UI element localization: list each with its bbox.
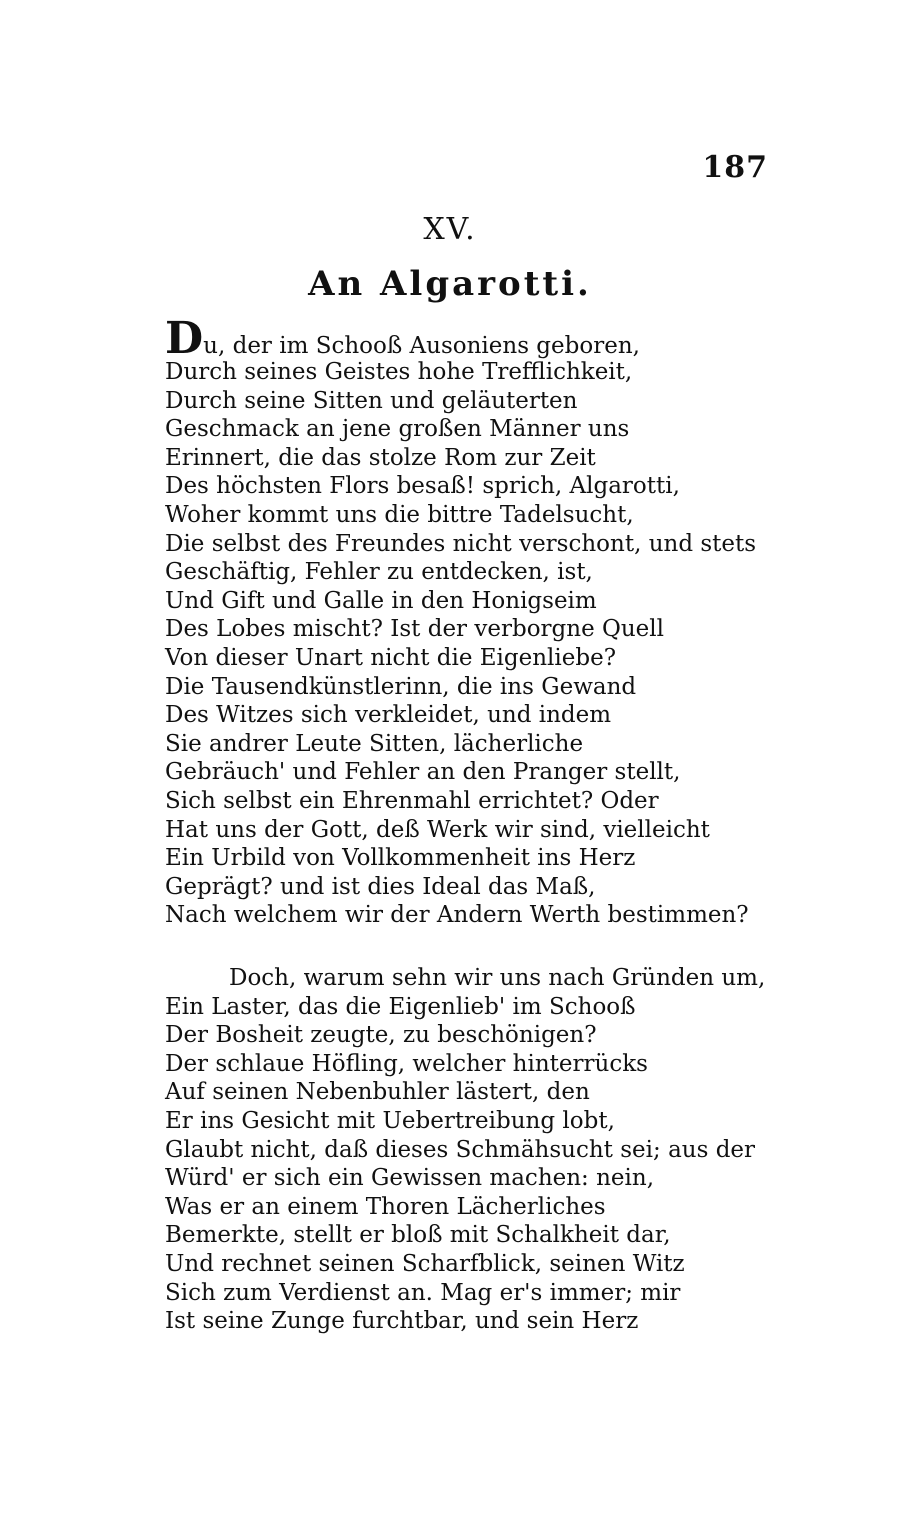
poem-line: Würd' er sich ein Gewissen machen: nein, <box>165 1165 655 1192</box>
poem-line: Durch seines Geistes hohe Trefflichkeit, <box>165 359 633 385</box>
poem-line: Erinnert, die das stolze Rom zur Zeit <box>165 444 596 471</box>
poem-line: Sich zum Verdienst an. Mag er's immer; mir <box>165 1279 681 1306</box>
chapter-number: XV. <box>423 212 477 247</box>
poem-line: Geschmack an jene großen Männer uns <box>165 416 630 443</box>
poem-line: Des Witzes sich verkleidet, und indem <box>165 702 612 729</box>
poem-line: Bemerkte, stellt er bloß mit Schalkheit dar, <box>165 1222 671 1249</box>
poem-line: Und Gift und Galle in den Honigseim <box>165 587 597 614</box>
poem-line: Ein Laster, das die Eigenlieb' im Schooß <box>165 993 636 1020</box>
poem-line: Die selbst des Freundes nicht verschont, und stets <box>165 530 757 557</box>
poem-line: Was er an einem Thoren Lächerliches <box>165 1193 606 1220</box>
poem-line: Der Bosheit zeugte, zu beschönigen? <box>165 1022 597 1049</box>
poem-line <box>165 313 775 364</box>
poem-line: Glaubt nicht, daß dieses Schmähsucht sei; aus der <box>165 1136 756 1163</box>
poem-title: An Algarotti. <box>308 264 592 304</box>
drop-cap: D <box>165 313 204 364</box>
first-line-text: u, der im Schooß Ausoniens geboren, <box>203 333 640 359</box>
poem-line: Hat uns der Gott, deß Werk wir sind, vielleicht <box>165 816 710 843</box>
poem-line: Er ins Gesicht mit Uebertreibung lobt, <box>165 1107 615 1134</box>
poem-line: Sie andrer Leute Sitten, lächerliche <box>165 730 584 757</box>
poem-line: Gebräuch' und Fehler an den Pranger stellt, <box>165 759 681 786</box>
poem-line: Durch seine Sitten und geläuterten <box>165 387 578 414</box>
poem-line: Geprägt? und ist dies Ideal das Maß, <box>165 873 596 900</box>
poem-line: Des Lobes mischt? Ist der verborgne Quell <box>165 616 664 643</box>
page-number: 187 <box>702 150 768 185</box>
stanza-2 <box>165 964 775 1336</box>
poem-line: Doch, warum sehn wir uns nach Gründen um, <box>229 965 766 991</box>
poem-line: Und rechnet seinen Scharfblick, seinen Witz <box>165 1250 685 1277</box>
stanza-1 <box>165 313 775 930</box>
poem-line: Auf seinen Nebenbuhler lästert, den <box>165 1079 590 1106</box>
poem-line: Der schlaue Höfling, welcher hinterrücks <box>165 1050 648 1077</box>
poem-line: Von dieser Unart nicht die Eigenliebe? <box>165 644 617 671</box>
poem-line: Die Tausendkünstlerinn, die ins Gewand <box>165 673 637 700</box>
poem-line: Des höchsten Flors besaß! sprich, Algarotti, <box>165 473 680 500</box>
poem-line: Nach welchem wir der Andern Werth bestimmen? <box>165 902 749 929</box>
poem-line: Sich selbst ein Ehrenmahl errichtet? Oder <box>165 787 659 814</box>
poem-line: Geschäftig, Fehler zu entdecken, ist, <box>165 559 593 586</box>
poem-line: Woher kommt uns die bittre Tadelsucht, <box>165 501 634 528</box>
poem-line: Ist seine Zunge furchtbar, und sein Herz <box>165 1308 639 1335</box>
poem-line: Ein Urbild von Vollkommenheit ins Herz <box>165 845 636 872</box>
